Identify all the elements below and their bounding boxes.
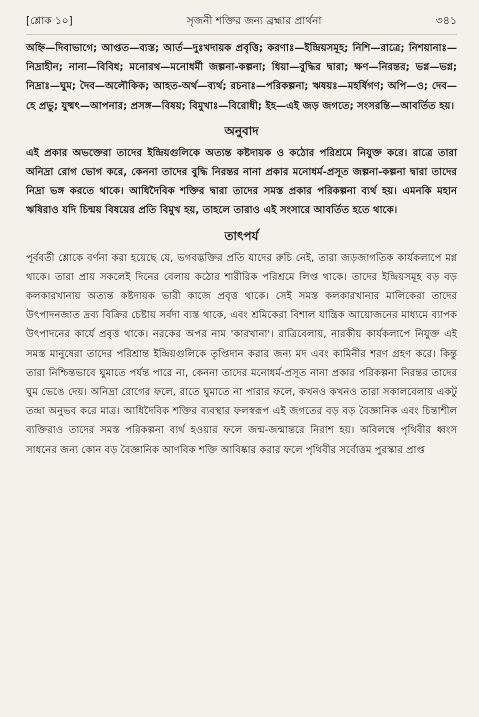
chapter-title: সৃজনী শক্তির জন্য ব্রহ্মার প্রার্থনা	[186, 15, 322, 27]
purport-heading: তাৎপর্য	[224, 228, 259, 243]
page-number: ৩৪১	[435, 14, 457, 27]
verse-number: [শ্লোক ১০]	[26, 15, 73, 27]
running-header	[26, 8, 457, 35]
translation-heading: অনুবাদ	[224, 123, 259, 138]
synonyms-paragraph: অহ্নি—দিবাভাগে; আপ্তত—ব্যস্ত; আর্ত—দুঃখদায়ক প্রবৃত্তি; করণাঃ—ইন্দ্রিয়সমূহ; নিশি—রাত্রে; নিশয়ানাঃ—নিদ্রাহীন; নানা—বিবিধ; মনোরথ—মনোধর্মী জল্পনা-কল্পনা; ধিয়া—বুদ্ধির দ্বারা; ক্ষণ—নিরন্তর; ভগ্ন—ভগ্ন; নিদ্রাঃ—ঘুম; দৈব—অলৌকিক; আহত-অর্থ—ব্যর্থ; রচনাঃ—পরিকল্পনা; ঋষয়ঃ—মহর্ষিগণ; অপি—ও; দেব—হে প্রভু; যুষ্মৎ—আপনার; প্রসঙ্গ—বিষয়; বিমুখাঃ—বিরোধী; ইহ—এই জড় জগতে; সংসরন্তি—আবর্তিত হয়।	[26, 43, 457, 112]
purport-paragraph: পূর্ববর্তী শ্লোকে বর্ণনা করা হয়েছে যে, ভগবদ্ভক্তির প্রতি যাদের রুচি নেই, তারা জড়জাগতিক কার্যকলাপে মগ্ন থাকে। তারা প্রায় সকলেই দিনের বেলায় কঠোর শারীরিক পরিশ্রমে লিপ্ত থাকে। তাদের ইন্দ্রিয়সমূহ বড় বড় কলকারখানায় অত্যন্ত কষ্টদায়ক ভারী কাজে প্রবৃত্ত থাকে। সেই সমস্ত কলকারখানার মালিকেরা তাদের উৎপাদনজাত দ্রব্য বিক্রির চেষ্টায় সর্বদা ব্যস্ত থাকে, এবং শ্রমিকেরা বিশাল যান্ত্রিক আয়োজনের মাধ্যমে ব্যাপক উৎপাদনের কার্যে প্রবৃত্ত থাকে। নরকের অপর নাম 'কারখানা'। রাত্রিবেলায়, নারকীয় কার্যকলাপে নিযুক্ত এই সমস্ত মানুষেরা তাদের পরিশ্রান্ত ইন্দ্রিয়গুলিকে তৃপ্তিদান করার জন্য মদ এবং কামিনীর শরণ গ্রহণ করে। কিন্তু তারা নিশ্চিন্তভাবে ঘুমাতে পর্যন্ত পারে না, কেননা তাদের মনোধর্ম-প্রসূত নানা প্রকার পরিকল্পনা নিরন্তর তাদের ঘুম ভেঙে দেয়। অনিদ্রা রোগের ফলে, রাতে ঘুমাতে না পারার ফলে, কখনও কখনও তারা সকালবেলায় একটু তন্দ্রা অনুভব করে মাত্র। আধিদৈবিক শক্তির ব্যবস্থার ফলস্বরূপ এই জগতের বড় বড় বৈজ্ঞানিক এবং চিন্তাশীল ব্যক্তিরাও তাদের সমস্ত পরিকল্পনা ব্যর্থ হওয়ার ফলে জন্ম-জন্মান্তরে নিরাশ হয়। অবিলম্বে পৃথিবীর ধ্বংস সাধনের জন্য কোন বড় বৈজ্ঞানিক আণবিক শক্তি আবিষ্কার করার ফলে পৃথিবীর সর্বোত্তম পুরস্কার প্রাপ্ত	[26, 252, 457, 456]
translation-paragraph: এই প্রকার অভক্তেরা তাদের ইন্দ্রিয়গুলিকে অত্যন্ত কষ্টদায়ক ও কঠোর পরিশ্রমে নিযুক্ত করে। রাত্রে তারা অনিদ্রা রোগ ভোগ করে, কেননা তাদের বুদ্ধি নিরন্তর নানা প্রকার মনোধর্ম-প্রসূত জল্পনা-কল্পনা দ্বারা তাদের নিদ্রা ভঙ্গ করতে থাকে। আধিদৈবিক শক্তির দ্বারা তাদের সমস্ত প্রকার পরিকল্পনা ব্যর্থ হয়। এমনকি মহান ঋষিরাও যদি চিন্ময় বিষয়ের প্রতি বিমুখ হয়, তাহলে তারাও এই সংসারে আবর্তিত হতে থাকে।	[26, 147, 457, 217]
